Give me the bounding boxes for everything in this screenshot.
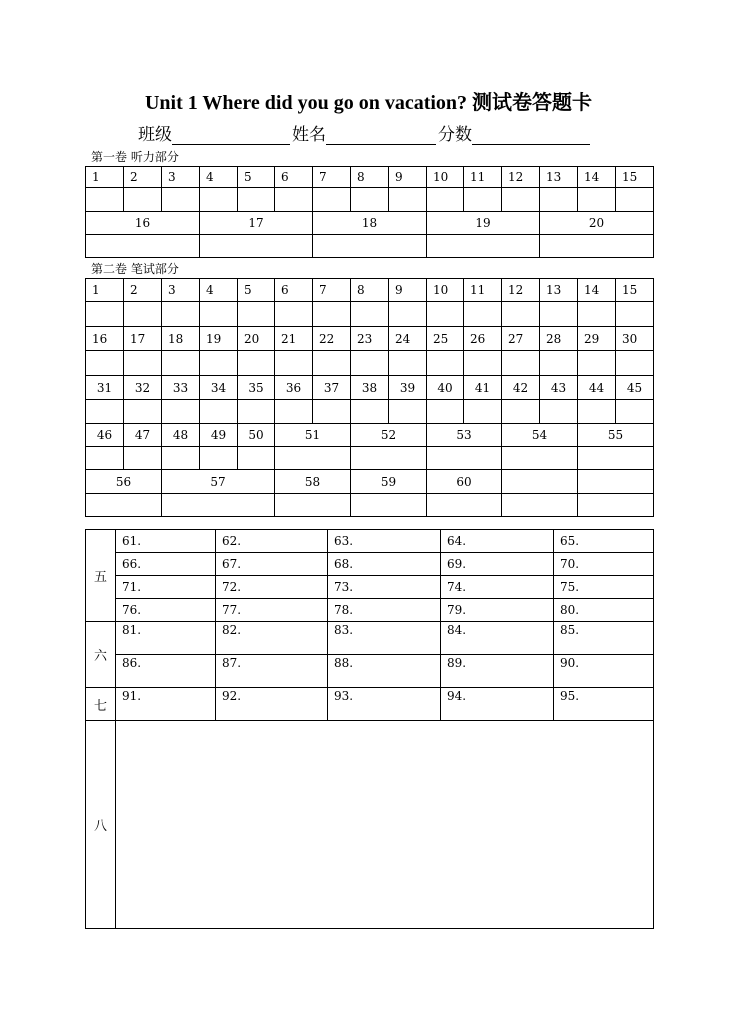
empty-cell: [578, 494, 654, 517]
answer-cell[interactable]: [427, 447, 502, 470]
part6-row: [86, 622, 654, 655]
answer-line[interactable]: 61.: [116, 530, 216, 553]
answer-cell[interactable]: [86, 351, 124, 376]
question-number: 26: [464, 327, 502, 351]
question-number: 60: [427, 470, 502, 494]
answer-line[interactable]: 93.: [328, 688, 441, 721]
answer-line[interactable]: 63.: [328, 530, 441, 553]
answer-cell[interactable]: [427, 494, 502, 517]
answer-cell[interactable]: [162, 494, 275, 517]
question-number: 32: [124, 376, 162, 400]
question-number: 25: [427, 327, 464, 351]
answer-cell[interactable]: [427, 188, 464, 212]
score-label: 分数: [438, 125, 472, 145]
answer-line[interactable]: 66.: [116, 553, 216, 576]
answer-line[interactable]: 71.: [116, 576, 216, 599]
question-number: 47: [124, 424, 162, 447]
answer-cell[interactable]: [275, 494, 351, 517]
question-number: 9: [389, 279, 427, 302]
question-number: 57: [162, 470, 275, 494]
answer-cell[interactable]: [427, 302, 464, 327]
answer-cell[interactable]: [351, 494, 427, 517]
answer-cell[interactable]: [124, 400, 162, 424]
answer-row: [86, 447, 654, 470]
answer-cell[interactable]: [238, 351, 275, 376]
question-number: 56: [86, 470, 162, 494]
answer-cell[interactable]: [389, 351, 427, 376]
answer-cell[interactable]: [351, 400, 389, 424]
question-number: 1: [86, 167, 124, 188]
answer-cell[interactable]: [389, 302, 427, 327]
answer-line[interactable]: 65.: [554, 530, 654, 553]
question-number: 51: [275, 424, 351, 447]
question-number: 16: [86, 327, 124, 351]
question-number: 33: [162, 376, 200, 400]
answer-cell[interactable]: [200, 400, 238, 424]
answer-cell[interactable]: [200, 302, 238, 327]
answer-line[interactable]: 91.: [116, 688, 216, 721]
question-number: 7: [313, 167, 351, 188]
answer-cell[interactable]: [351, 188, 389, 212]
question-number: 28: [540, 327, 578, 351]
answer-row: [86, 351, 654, 376]
answer-cell[interactable]: [162, 188, 200, 212]
answer-row: [86, 302, 654, 327]
answer-line[interactable]: 78.: [328, 599, 441, 622]
answer-cell[interactable]: [86, 302, 124, 327]
answer-cell[interactable]: [86, 400, 124, 424]
question-number: 50: [238, 424, 275, 447]
number-row: [86, 376, 654, 400]
answer-line[interactable]: 62.: [216, 530, 328, 553]
answer-cell[interactable]: [313, 302, 351, 327]
part5-row: [86, 553, 654, 576]
answer-cell[interactable]: [540, 351, 578, 376]
section1-label: 第一卷 听力部分: [91, 150, 179, 164]
question-number: 11: [464, 279, 502, 302]
question-number: 34: [200, 376, 238, 400]
answer-cell[interactable]: [540, 302, 578, 327]
answer-cell[interactable]: [616, 351, 654, 376]
question-number: 19: [200, 327, 238, 351]
number-row: [86, 167, 654, 188]
answer-cell[interactable]: [162, 351, 200, 376]
part7-label: 七: [86, 688, 116, 721]
answer-cell[interactable]: [540, 400, 578, 424]
answer-cell[interactable]: [200, 235, 313, 258]
answer-cell[interactable]: [86, 447, 124, 470]
question-number: 21: [275, 327, 313, 351]
number-row: [86, 327, 654, 351]
question-number: 17: [200, 212, 313, 235]
number-row: [86, 212, 654, 235]
question-number: 7: [313, 279, 351, 302]
answer-cell[interactable]: [389, 400, 427, 424]
answer-cell[interactable]: [275, 188, 313, 212]
question-number: 15: [616, 167, 654, 188]
question-number: 16: [86, 212, 200, 235]
listening-answer-grid: [85, 166, 654, 258]
answer-cell[interactable]: [616, 302, 654, 327]
question-number: 14: [578, 167, 616, 188]
answer-cell[interactable]: [275, 447, 351, 470]
question-number: 13: [540, 167, 578, 188]
score-field[interactable]: [472, 126, 590, 145]
answer-cell[interactable]: [502, 188, 540, 212]
answer-cell[interactable]: [86, 494, 162, 517]
question-number: 58: [275, 470, 351, 494]
answer-cell[interactable]: [578, 400, 616, 424]
answer-cell[interactable]: [162, 400, 200, 424]
question-number: 6: [275, 167, 313, 188]
question-number: 12: [502, 279, 540, 302]
answer-cell[interactable]: [313, 235, 427, 258]
class-field[interactable]: [172, 126, 290, 145]
question-number: 6: [275, 279, 313, 302]
part5-label: 五: [86, 530, 116, 622]
question-number: 59: [351, 470, 427, 494]
answer-cell[interactable]: [275, 400, 313, 424]
question-number: 11: [464, 167, 502, 188]
question-number: 55: [578, 424, 654, 447]
answer-cell[interactable]: [502, 351, 540, 376]
question-number: 4: [200, 167, 238, 188]
empty-cell: [578, 470, 654, 494]
answer-cell[interactable]: [578, 188, 616, 212]
question-number: 39: [389, 376, 427, 400]
answer-line[interactable]: 85.: [554, 622, 654, 655]
question-number: 12: [502, 167, 540, 188]
question-number: 23: [351, 327, 389, 351]
answer-line[interactable]: 64.: [441, 530, 554, 553]
answer-cell[interactable]: [389, 188, 427, 212]
number-row: [86, 470, 654, 494]
name-label: 姓名: [292, 125, 326, 145]
answer-line[interactable]: 70.: [554, 553, 654, 576]
question-number: 45: [616, 376, 654, 400]
question-number: 2: [124, 279, 162, 302]
part5-row: [86, 576, 654, 599]
question-number: 18: [162, 327, 200, 351]
question-number: 30: [616, 327, 654, 351]
answer-cell[interactable]: [200, 351, 238, 376]
answer-cell[interactable]: [162, 447, 200, 470]
answer-cell[interactable]: [578, 447, 654, 470]
answer-row: [86, 235, 654, 258]
part8-label: 八: [86, 721, 116, 929]
answer-line[interactable]: 75.: [554, 576, 654, 599]
answer-cell[interactable]: [124, 302, 162, 327]
question-number: 53: [427, 424, 502, 447]
answer-cell[interactable]: [238, 188, 275, 212]
answer-cell[interactable]: [200, 447, 238, 470]
question-number: 8: [351, 279, 389, 302]
answer-row: [86, 400, 654, 424]
question-number: 27: [502, 327, 540, 351]
answer-cell[interactable]: [351, 302, 389, 327]
answer-line[interactable]: 76.: [116, 599, 216, 622]
answer-row: [86, 188, 654, 212]
part5-row: [86, 530, 654, 553]
answer-cell[interactable]: [502, 447, 578, 470]
section2-label: 第二卷 笔试部分: [91, 262, 179, 276]
question-number: 42: [502, 376, 540, 400]
question-number: 38: [351, 376, 389, 400]
page-title: Unit 1 Where did you go on vacation? 测试卷答题卡: [144, 92, 593, 114]
question-number: 49: [200, 424, 238, 447]
answer-cell[interactable]: [540, 188, 578, 212]
answer-cell[interactable]: [275, 351, 313, 376]
answer-cell[interactable]: [275, 302, 313, 327]
empty-cell: [502, 470, 578, 494]
question-number: 52: [351, 424, 427, 447]
part6-row: [86, 655, 654, 688]
answer-cell[interactable]: [502, 400, 540, 424]
answer-cell[interactable]: [502, 302, 540, 327]
answer-line[interactable]: 86.: [116, 655, 216, 688]
answer-cell[interactable]: [313, 351, 351, 376]
question-number: 14: [578, 279, 616, 302]
question-number: 43: [540, 376, 578, 400]
number-row: [86, 424, 654, 447]
question-number: 48: [162, 424, 200, 447]
question-number: 13: [540, 279, 578, 302]
answer-row: [86, 494, 654, 517]
question-number: 29: [578, 327, 616, 351]
answer-cell[interactable]: [351, 447, 427, 470]
answer-line[interactable]: 82.: [216, 622, 328, 655]
answer-cell[interactable]: [540, 235, 654, 258]
question-number: 2: [124, 167, 162, 188]
question-number: 37: [313, 376, 351, 400]
answer-line[interactable]: 83.: [328, 622, 441, 655]
question-number: 18: [313, 212, 427, 235]
answer-line[interactable]: 72.: [216, 576, 328, 599]
question-number: 4: [200, 279, 238, 302]
answer-line[interactable]: 90.: [554, 655, 654, 688]
answer-cell[interactable]: [616, 188, 654, 212]
answer-line[interactable]: 87.: [216, 655, 328, 688]
answer-cell[interactable]: [313, 400, 351, 424]
part5-row: [86, 599, 654, 622]
answer-cell[interactable]: [200, 188, 238, 212]
question-number: 5: [238, 167, 275, 188]
answer-cell[interactable]: [616, 400, 654, 424]
part8-row: [86, 721, 654, 929]
question-number: 31: [86, 376, 124, 400]
number-row: [86, 279, 654, 302]
answer-cell[interactable]: [313, 188, 351, 212]
answer-cell[interactable]: [427, 235, 540, 258]
answer-line[interactable]: 69.: [441, 553, 554, 576]
question-number: 54: [502, 424, 578, 447]
question-number: 41: [464, 376, 502, 400]
answer-line[interactable]: 67.: [216, 553, 328, 576]
answer-line[interactable]: 84.: [441, 622, 554, 655]
student-info: [138, 120, 592, 145]
question-number: 22: [313, 327, 351, 351]
answer-line[interactable]: 94.: [441, 688, 554, 721]
answer-line[interactable]: 73.: [328, 576, 441, 599]
question-number: 8: [351, 167, 389, 188]
answer-cell[interactable]: [464, 400, 502, 424]
question-number: 36: [275, 376, 313, 400]
answer-cell[interactable]: [427, 351, 464, 376]
answer-cell[interactable]: [578, 302, 616, 327]
question-number: 46: [86, 424, 124, 447]
writing-area[interactable]: [116, 721, 654, 929]
answer-cell[interactable]: [124, 351, 162, 376]
answer-cell[interactable]: [427, 400, 464, 424]
answer-line[interactable]: 92.: [216, 688, 328, 721]
question-number: 15: [616, 279, 654, 302]
answer-cell[interactable]: [578, 351, 616, 376]
name-field[interactable]: [326, 126, 436, 145]
answer-line[interactable]: 88.: [328, 655, 441, 688]
answer-cell[interactable]: [464, 188, 502, 212]
question-number: 10: [427, 167, 464, 188]
answer-cell[interactable]: [86, 188, 124, 212]
answer-line[interactable]: 77.: [216, 599, 328, 622]
answer-cell[interactable]: [86, 235, 200, 258]
answer-line[interactable]: 68.: [328, 553, 441, 576]
answer-line[interactable]: 81.: [116, 622, 216, 655]
part7-row: [86, 688, 654, 721]
answer-line[interactable]: 89.: [441, 655, 554, 688]
answer-cell[interactable]: [124, 188, 162, 212]
question-number: 20: [540, 212, 654, 235]
question-number: 44: [578, 376, 616, 400]
answer-line[interactable]: 80.: [554, 599, 654, 622]
question-number: 19: [427, 212, 540, 235]
answer-line[interactable]: 74.: [441, 576, 554, 599]
question-number: 3: [162, 279, 200, 302]
question-number: 20: [238, 327, 275, 351]
question-number: 3: [162, 167, 200, 188]
answer-line[interactable]: 79.: [441, 599, 554, 622]
question-number: 1: [86, 279, 124, 302]
answer-cell[interactable]: [238, 400, 275, 424]
question-number: 35: [238, 376, 275, 400]
answer-cell[interactable]: [124, 447, 162, 470]
answer-cell[interactable]: [162, 302, 200, 327]
answer-cell[interactable]: [238, 447, 275, 470]
question-number: 40: [427, 376, 464, 400]
class-label: 班级: [138, 125, 172, 145]
answer-cell[interactable]: [464, 351, 502, 376]
answer-cell[interactable]: [464, 302, 502, 327]
question-number: 17: [124, 327, 162, 351]
answer-cell[interactable]: [238, 302, 275, 327]
answer-cell[interactable]: [351, 351, 389, 376]
written-parts-table: [85, 529, 654, 929]
answer-line[interactable]: 95.: [554, 688, 654, 721]
question-number: 24: [389, 327, 427, 351]
part6-label: 六: [86, 622, 116, 688]
written-answer-grid: [85, 278, 654, 517]
question-number: 10: [427, 279, 464, 302]
question-number: 9: [389, 167, 427, 188]
question-number: 5: [238, 279, 275, 302]
empty-cell: [502, 494, 578, 517]
